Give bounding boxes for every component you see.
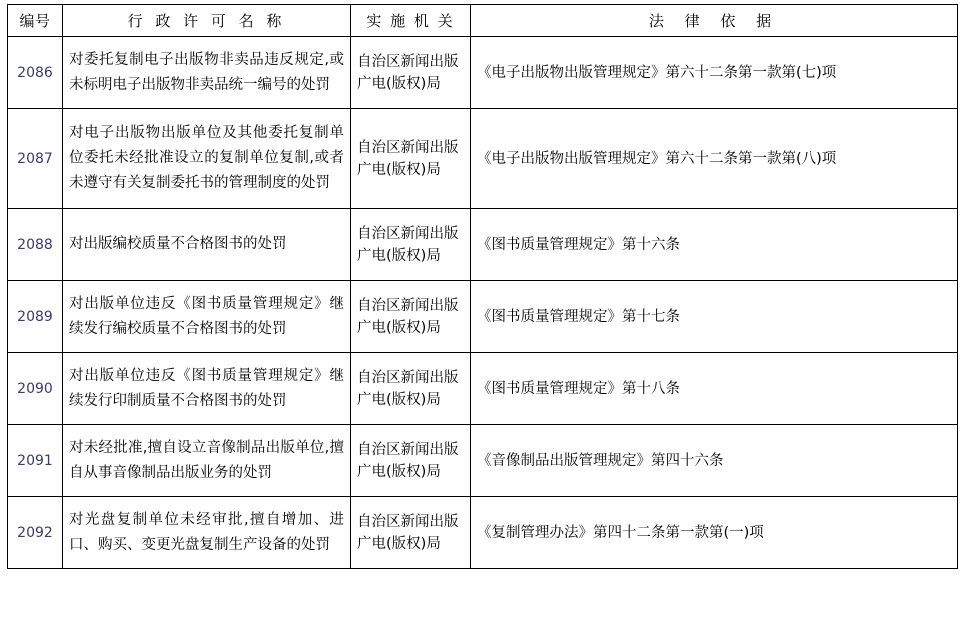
table-row — [8, 37, 958, 109]
cell-permit-name: 对光盘复制单位未经审批,擅自增加、进口、购买、变更光盘复制生产设备的处罚 — [63, 497, 351, 569]
table-row — [8, 109, 958, 209]
table-row — [8, 209, 958, 281]
cell-permit-name: 对出版单位违反《图书质量管理规定》继续发行编校质量不合格图书的处罚 — [63, 281, 351, 353]
cell-id: 2087 — [8, 109, 63, 209]
cell-id: 2092 — [8, 497, 63, 569]
cell-agency: 自治区新闻出版广电(版权)局 — [351, 353, 471, 425]
cell-agency: 自治区新闻出版广电(版权)局 — [351, 497, 471, 569]
administrative-permit-table — [7, 4, 958, 569]
table-body — [8, 37, 958, 569]
cell-agency: 自治区新闻出版广电(版权)局 — [351, 37, 471, 109]
cell-permit-name: 对电子出版物出版单位及其他委托复制单位委托未经批准设立的复制单位复制,或者未遵守有关复制委托书的管理制度的处罚 — [63, 109, 351, 209]
cell-legal-basis: 《电子出版物出版管理规定》第六十二条第一款第(八)项 — [471, 109, 958, 209]
cell-legal-basis: 《图书质量管理规定》第十八条 — [471, 353, 958, 425]
cell-permit-name: 对出版单位违反《图书质量管理规定》继续发行印制质量不合格图书的处罚 — [63, 353, 351, 425]
column-header-legal-basis: 法 律 依 据 — [471, 5, 958, 37]
cell-legal-basis: 《图书质量管理规定》第十七条 — [471, 281, 958, 353]
cell-id: 2088 — [8, 209, 63, 281]
cell-legal-basis: 《音像制品出版管理规定》第四十六条 — [471, 425, 958, 497]
cell-id: 2090 — [8, 353, 63, 425]
cell-id: 2086 — [8, 37, 63, 109]
table-row — [8, 353, 958, 425]
table-header — [8, 5, 958, 37]
table-row — [8, 281, 958, 353]
column-header-permit-name: 行 政 许 可 名 称 — [63, 5, 351, 37]
table-row — [8, 497, 958, 569]
table-row — [8, 425, 958, 497]
table-header-row — [8, 5, 958, 37]
cell-agency: 自治区新闻出版广电(版权)局 — [351, 109, 471, 209]
column-header-id: 编号 — [8, 5, 63, 37]
cell-id: 2089 — [8, 281, 63, 353]
cell-permit-name: 对委托复制电子出版物非卖品违反规定,或未标明电子出版物非卖品统一编号的处罚 — [63, 37, 351, 109]
column-header-agency: 实 施 机 关 — [351, 5, 471, 37]
cell-permit-name: 对未经批准,擅自设立音像制品出版单位,擅自从事音像制品出版业务的处罚 — [63, 425, 351, 497]
cell-agency: 自治区新闻出版广电(版权)局 — [351, 425, 471, 497]
cell-permit-name: 对出版编校质量不合格图书的处罚 — [63, 209, 351, 281]
cell-agency: 自治区新闻出版广电(版权)局 — [351, 281, 471, 353]
cell-agency: 自治区新闻出版广电(版权)局 — [351, 209, 471, 281]
cell-legal-basis: 《图书质量管理规定》第十六条 — [471, 209, 958, 281]
cell-id: 2091 — [8, 425, 63, 497]
cell-legal-basis: 《电子出版物出版管理规定》第六十二条第一款第(七)项 — [471, 37, 958, 109]
cell-legal-basis: 《复制管理办法》第四十二条第一款第(一)项 — [471, 497, 958, 569]
